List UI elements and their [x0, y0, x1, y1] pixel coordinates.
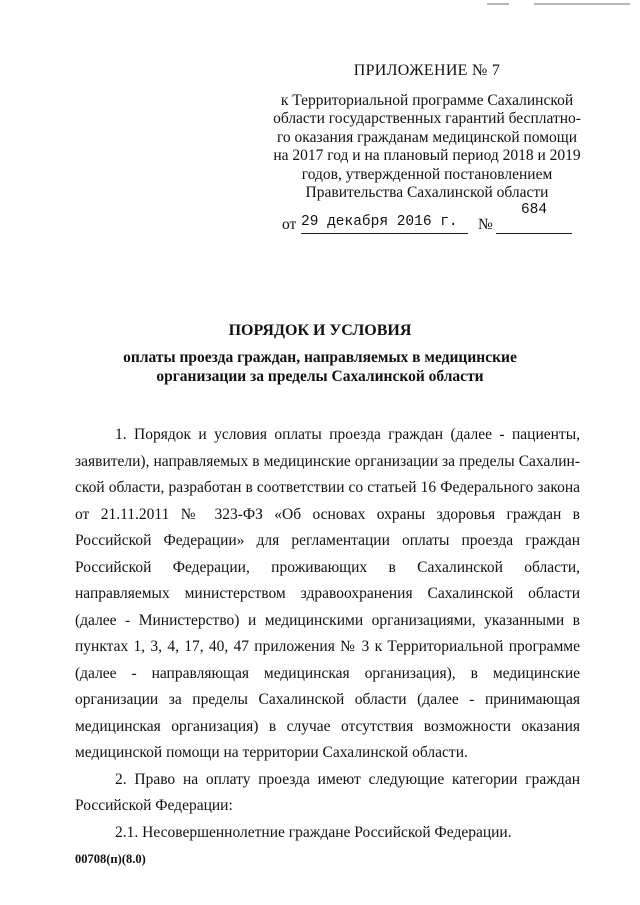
document-title: ПОРЯДОК И УСЛОВИЯ: [228, 322, 412, 339]
appendix-line: к Территориальной программе Сахалинской: [280, 91, 574, 109]
document-subtitle: оплаты проезда граждан, направляемых в медицинские организации за пределы Сахалинской области: [123, 349, 517, 385]
document-body: [75, 422, 580, 846]
footer-code: 00708(п)(8.0): [75, 852, 146, 866]
appendix-block: [262, 62, 592, 203]
appendix-line: го оказания гражданам медицинской помощи: [276, 128, 578, 146]
appendix-line: на 2017 год и на плановый период 2018 и 2019: [273, 147, 581, 164]
number-value: 684: [496, 202, 572, 234]
appendix-line: Правительства Сахалинской области: [305, 184, 549, 201]
date-value: 29 декабря 2016 г.: [301, 214, 468, 234]
appendix-title: ПРИЛОЖЕНИЕ № 7: [353, 62, 501, 79]
scan-mark-left: [487, 3, 509, 5]
scan-mark-right: [534, 3, 630, 5]
date-number-row: [282, 202, 582, 236]
paragraph-2-1: 2.1. Несовершеннолетние граждане Российской Федерации.: [115, 823, 512, 841]
appendix-line: области государственных гарантий бесплатно-: [273, 110, 581, 127]
appendix-line: годов, утвержденной постановлением: [301, 165, 553, 183]
number-sign: №: [478, 216, 493, 233]
paragraph-1: 1. Порядок и условия оплаты проезда граждан (далее - пациенты, заявители), направляемых в медицинские организации за пределы Сахалинской области, разработан в соответствии со статьей 16 Федерального закона от 21.11.2011 № 323-ФЗ «Об основах охраны здоровья граждан в Российской Федерации» для регламентации оплаты проезда граждан Российской Федерации, проживающих в Сахалинской области, направляемых министерством здравоохранения Сахалинской области (далее - Министерство) и медицинскими организациями, указанными в пунктах 1, 3, 4, 17, 40, 47 приложения № 3 к Территориальной программе (далее - направляющая медицинская организация), в медицинские организации за пределы Сахалинской области (далее - принимающая медицинская организация) в случае отсутствия возможности оказания медицинской помощи на территории Сахалинской области.: [75, 426, 580, 761]
paragraph-2: 2. Право на оплату проезда имеют следующие категории граждан Российской Федерации:: [75, 770, 580, 814]
date-prefix: от: [282, 216, 297, 233]
